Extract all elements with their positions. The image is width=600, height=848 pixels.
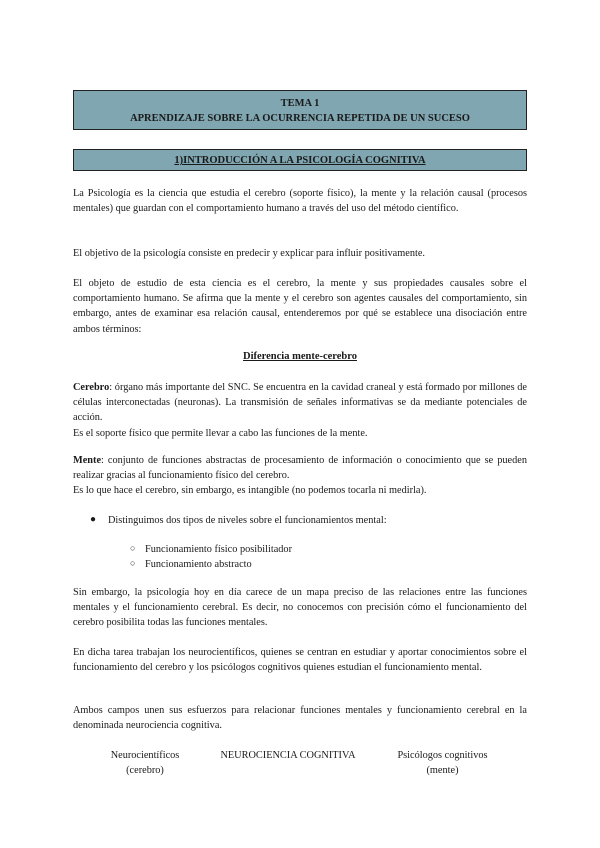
section-box bbox=[73, 149, 527, 171]
diagram-left-sub: (cerebro) bbox=[126, 765, 164, 776]
paragraph-neuroscientists: En dicha tarea trabajan los neurocientíficos, quienes se centran en estudiar y aportar conocimientos sobre el funcionamiento del cerebro y los psicólogos cognitivos quienes estudian el funcionamiento mental. bbox=[73, 647, 527, 674]
sub-bullet-item-1: Funcionamiento físico posibilitador bbox=[145, 544, 292, 555]
tema-title: TEMA 1 bbox=[280, 98, 320, 109]
paragraph-cerebro bbox=[73, 380, 527, 441]
bullet-item: Distinguimos dos tipos de niveles sobre el funcionamientos mental: bbox=[108, 515, 387, 526]
tema-subtitle: APRENDIZAJE SOBRE LA OCURRENCIA REPETIDA DE UN SUCESO bbox=[130, 113, 470, 124]
paragraph-mente bbox=[73, 453, 527, 499]
diagram-center: NEUROCIENCIA COGNITIVA bbox=[220, 750, 356, 761]
sub-bullet-circle-icon: ○ bbox=[130, 558, 136, 568]
diagram-left-title: Neurocientíficos bbox=[110, 750, 180, 761]
paragraph-both-fields: Ambos campos unen sus esfuerzos para relacionar funciones mentales y funcionamiento cerebral en la denominada neurociencia cognitiva. bbox=[73, 705, 527, 732]
mente-definition: : conjunto de funciones abstractas de procesamiento de información o conocimiento que se pueden realizar gracias al funcionamiento físico del cerebro. bbox=[73, 455, 527, 482]
diagram-right bbox=[385, 748, 500, 778]
paragraph-map: Sin embargo, la psicología hoy en día carece de un mapa preciso de las relaciones entre las funciones mentales y el funcionamiento cerebral. Es decir, no conocemos con precisión cómo el funcionamiento del cerebro posibilita todas las funciones mentales. bbox=[73, 587, 527, 629]
diagram-right-title: Psicólogos cognitivos bbox=[397, 750, 488, 761]
sub-bullet-circle-icon: ○ bbox=[130, 543, 136, 553]
subheading-difference: Diferencia mente-cerebro bbox=[243, 351, 357, 362]
term-mente: Mente bbox=[73, 455, 102, 466]
cerebro-extra: Es el soporte físico que permite llevar a cabo las funciones de la mente. bbox=[73, 427, 368, 439]
sub-bullet-item-2: Funcionamiento abstracto bbox=[145, 559, 252, 570]
title-box bbox=[73, 90, 527, 130]
paragraph-intro: La Psicología es la ciencia que estudia el cerebro (soporte físico), la mente y la relación causal (procesos mentales) que guardan con el comportamiento humano a través del uso del método científico. bbox=[73, 188, 527, 215]
bullet-dot-icon: ● bbox=[90, 514, 97, 525]
paragraph-object: El objeto de estudio de esta ciencia es el cerebro, la mente y sus propiedades causales sobre el comportamiento humano. Se afirma que la mente y el cerebro son agentes causales del comportamiento, sin embargo, antes de examinar esa relación causal, entenderemos por qué se establece una disociación entre ambos términos: bbox=[73, 278, 527, 335]
cerebro-definition: : órgano más importante del SNC. Se encuentra en la cavidad craneal y está formado por millones de células interconectadas (neuronas). La transmisión de señales informativas se da mediante potenciales de acción. bbox=[73, 382, 527, 424]
term-cerebro: Cerebro bbox=[73, 382, 110, 393]
diagram-right-sub: (mente) bbox=[426, 765, 459, 776]
mente-extra: Es lo que hace el cerebro, sin embargo, es intangible (no podemos tocarla ni medirla). bbox=[73, 485, 427, 497]
section-title: 1)INTRODUCCIÓN A LA PSICOLOGÍA COGNITIVA bbox=[174, 155, 426, 166]
paragraph-objective: El objetivo de la psicología consiste en predecir y explicar para influir positivamente. bbox=[73, 248, 425, 259]
diagram-left bbox=[95, 748, 195, 778]
